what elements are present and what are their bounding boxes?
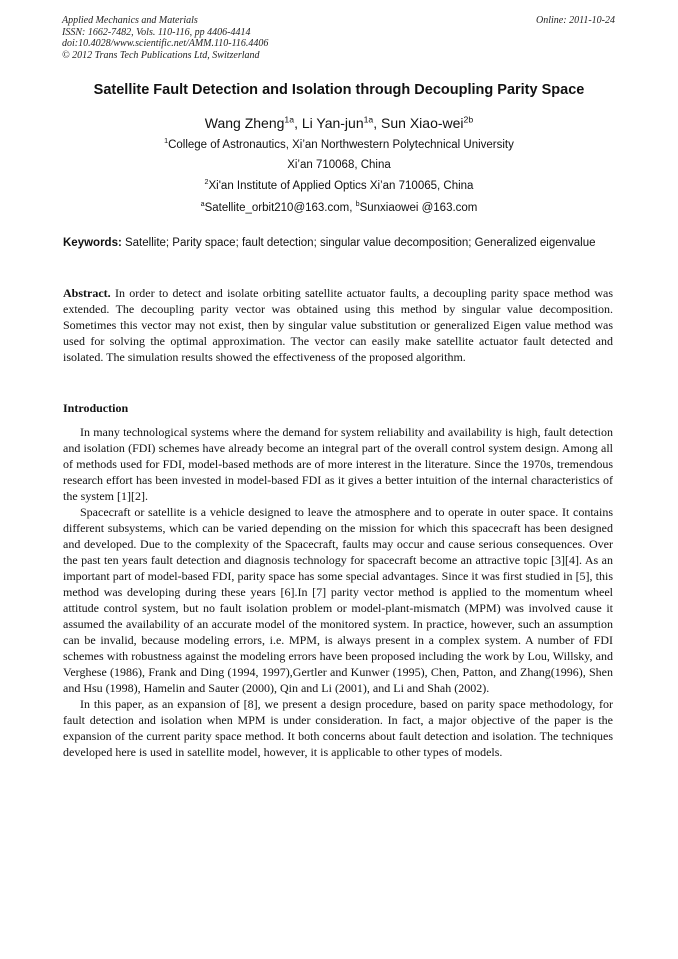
abstract-text: In order to detect and isolate orbiting satellite actuator faults, a decoupling parity space method was extended. The decoupling parity vector was obtained using this method by singular value decomposition. Sometimes this vector may not exist, then by singular value substitution or generalized Eigen value method was used for solving the optimal approximation. The vector can easily make satellite actuator fault detected and isolated. The simulation results showed the effectiveness of the proposed algorithm. bbox=[63, 286, 613, 364]
author-sup: 1a bbox=[284, 114, 295, 125]
keywords-text: Satellite; Parity space; fault detection; singular value decomposition; Generalized eigenvalue bbox=[121, 237, 596, 249]
abstract-label: Abstract. bbox=[63, 286, 111, 300]
author-sup: 2b bbox=[463, 114, 474, 125]
paragraph: In this paper, as an expansion of [8], we present a design procedure, based on parity space methodology, for fault detection and isolation when MPM is under consideration. In fact, a major objective of the paper is the expansion of the current parity space method. It both concerns about fault detection and isolation. The techniques developed here is used in satellite model, however, it is applicable to other types of models. bbox=[63, 697, 613, 759]
affiliation-1-line-2: Xi’an 710068, China bbox=[287, 159, 391, 171]
author-name: Sun Xiao-wei bbox=[381, 115, 464, 131]
affiliation-text: Xi'an Institute of Applied Optics Xi’an 710065, China bbox=[208, 180, 474, 192]
email-a: Satellite_orbit210@163.com, bbox=[204, 202, 356, 214]
abstract bbox=[63, 285, 613, 365]
online-date: Online: 2011-10-24 bbox=[536, 15, 615, 26]
keywords bbox=[63, 236, 613, 251]
author-name: Wang Zheng bbox=[204, 115, 285, 131]
journal-name: Applied Mechanics and Materials bbox=[62, 15, 198, 26]
email-b: Sunxiaowei @163.com bbox=[359, 202, 478, 214]
author-sup: 1a bbox=[363, 114, 374, 125]
copyright-line: © 2012 Trans Tech Publications Ltd, Switzerland bbox=[62, 49, 260, 61]
introduction-body bbox=[63, 424, 613, 760]
email-sup: a bbox=[200, 200, 205, 209]
affiliation-sup: 1 bbox=[164, 137, 169, 146]
paper-title: Satellite Fault Detection and Isolation through Decoupling Parity Space bbox=[93, 82, 585, 98]
affiliation-1-line-1 bbox=[0, 139, 678, 151]
doi-line: doi:10.4028/www.scientific.net/AMM.110-116.4406 bbox=[62, 38, 269, 49]
affiliation-2 bbox=[0, 180, 678, 192]
author-list bbox=[0, 115, 678, 131]
keywords-label: Keywords: bbox=[63, 237, 122, 249]
author-separator: , bbox=[373, 115, 382, 131]
section-heading: Introduction bbox=[63, 401, 129, 415]
journal-header bbox=[62, 15, 268, 61]
issn-line: ISSN: 1662-7482, Vols. 110-116, pp 4406-4414 bbox=[62, 26, 251, 38]
email-sup: b bbox=[355, 200, 360, 209]
author-name: Li Yan-jun bbox=[301, 115, 364, 131]
affiliation-sup: 2 bbox=[204, 178, 209, 187]
paragraph: Spacecraft or satellite is a vehicle designed to leave the atmosphere and to operate in outer space. It contains different subsystems, which can be varied depending on the mission for which this spacecraft has been designed and developed. Due to the complexity of the Spacecraft, faults may occur and cause serious consequences. Over the past ten years fault detection and diagnosis technology for spacecraft become an attractive topic [3][4]. As an important part of model-based FDI, parity space has some special advantages. Since it was first studied in [5], this method was developing during these years [6].In [7] parity vector method is applied to the momentum wheel attitude control system, but no fault isolation problem or model-plant-mismatch (MPM) was involved cause it assumed the availability of an accurate model of the monitored system. In practice, however, such an assumption can be invalid, because modeling errors, i.e. MPM, is always present in a complex system. A number of FDI schemes with robustness against the modeling errors have been proposed including the work by Lou, Willsky, and Verghese (1986), Frank and Ding (1994, 1997),Gertler and Kunwer (1995), Chen, Patton, and Zhang(1996), Shen and Hsu (1998), Hamelin and Sauter (2000), Qin and Li (2001), and Li and Shah (2002). bbox=[63, 505, 613, 695]
author-separator: , bbox=[294, 115, 302, 131]
affiliation-text: College of Astronautics, Xi’an Northwestern Polytechnical University bbox=[168, 139, 514, 151]
paragraph: In many technological systems where the demand for system reliability and availability is high, fault detection and isolation (FDI) schemes have already become an integral part of the overall control system design. Among all of methods used for FDI, model-based methods are of more interest in the literature. Since the 1970s, tremendous research effort has been invested in model-based FDI as it gives a better intuition of the internal characteristics of the system [1][2]. bbox=[63, 425, 613, 503]
author-emails bbox=[0, 202, 678, 214]
